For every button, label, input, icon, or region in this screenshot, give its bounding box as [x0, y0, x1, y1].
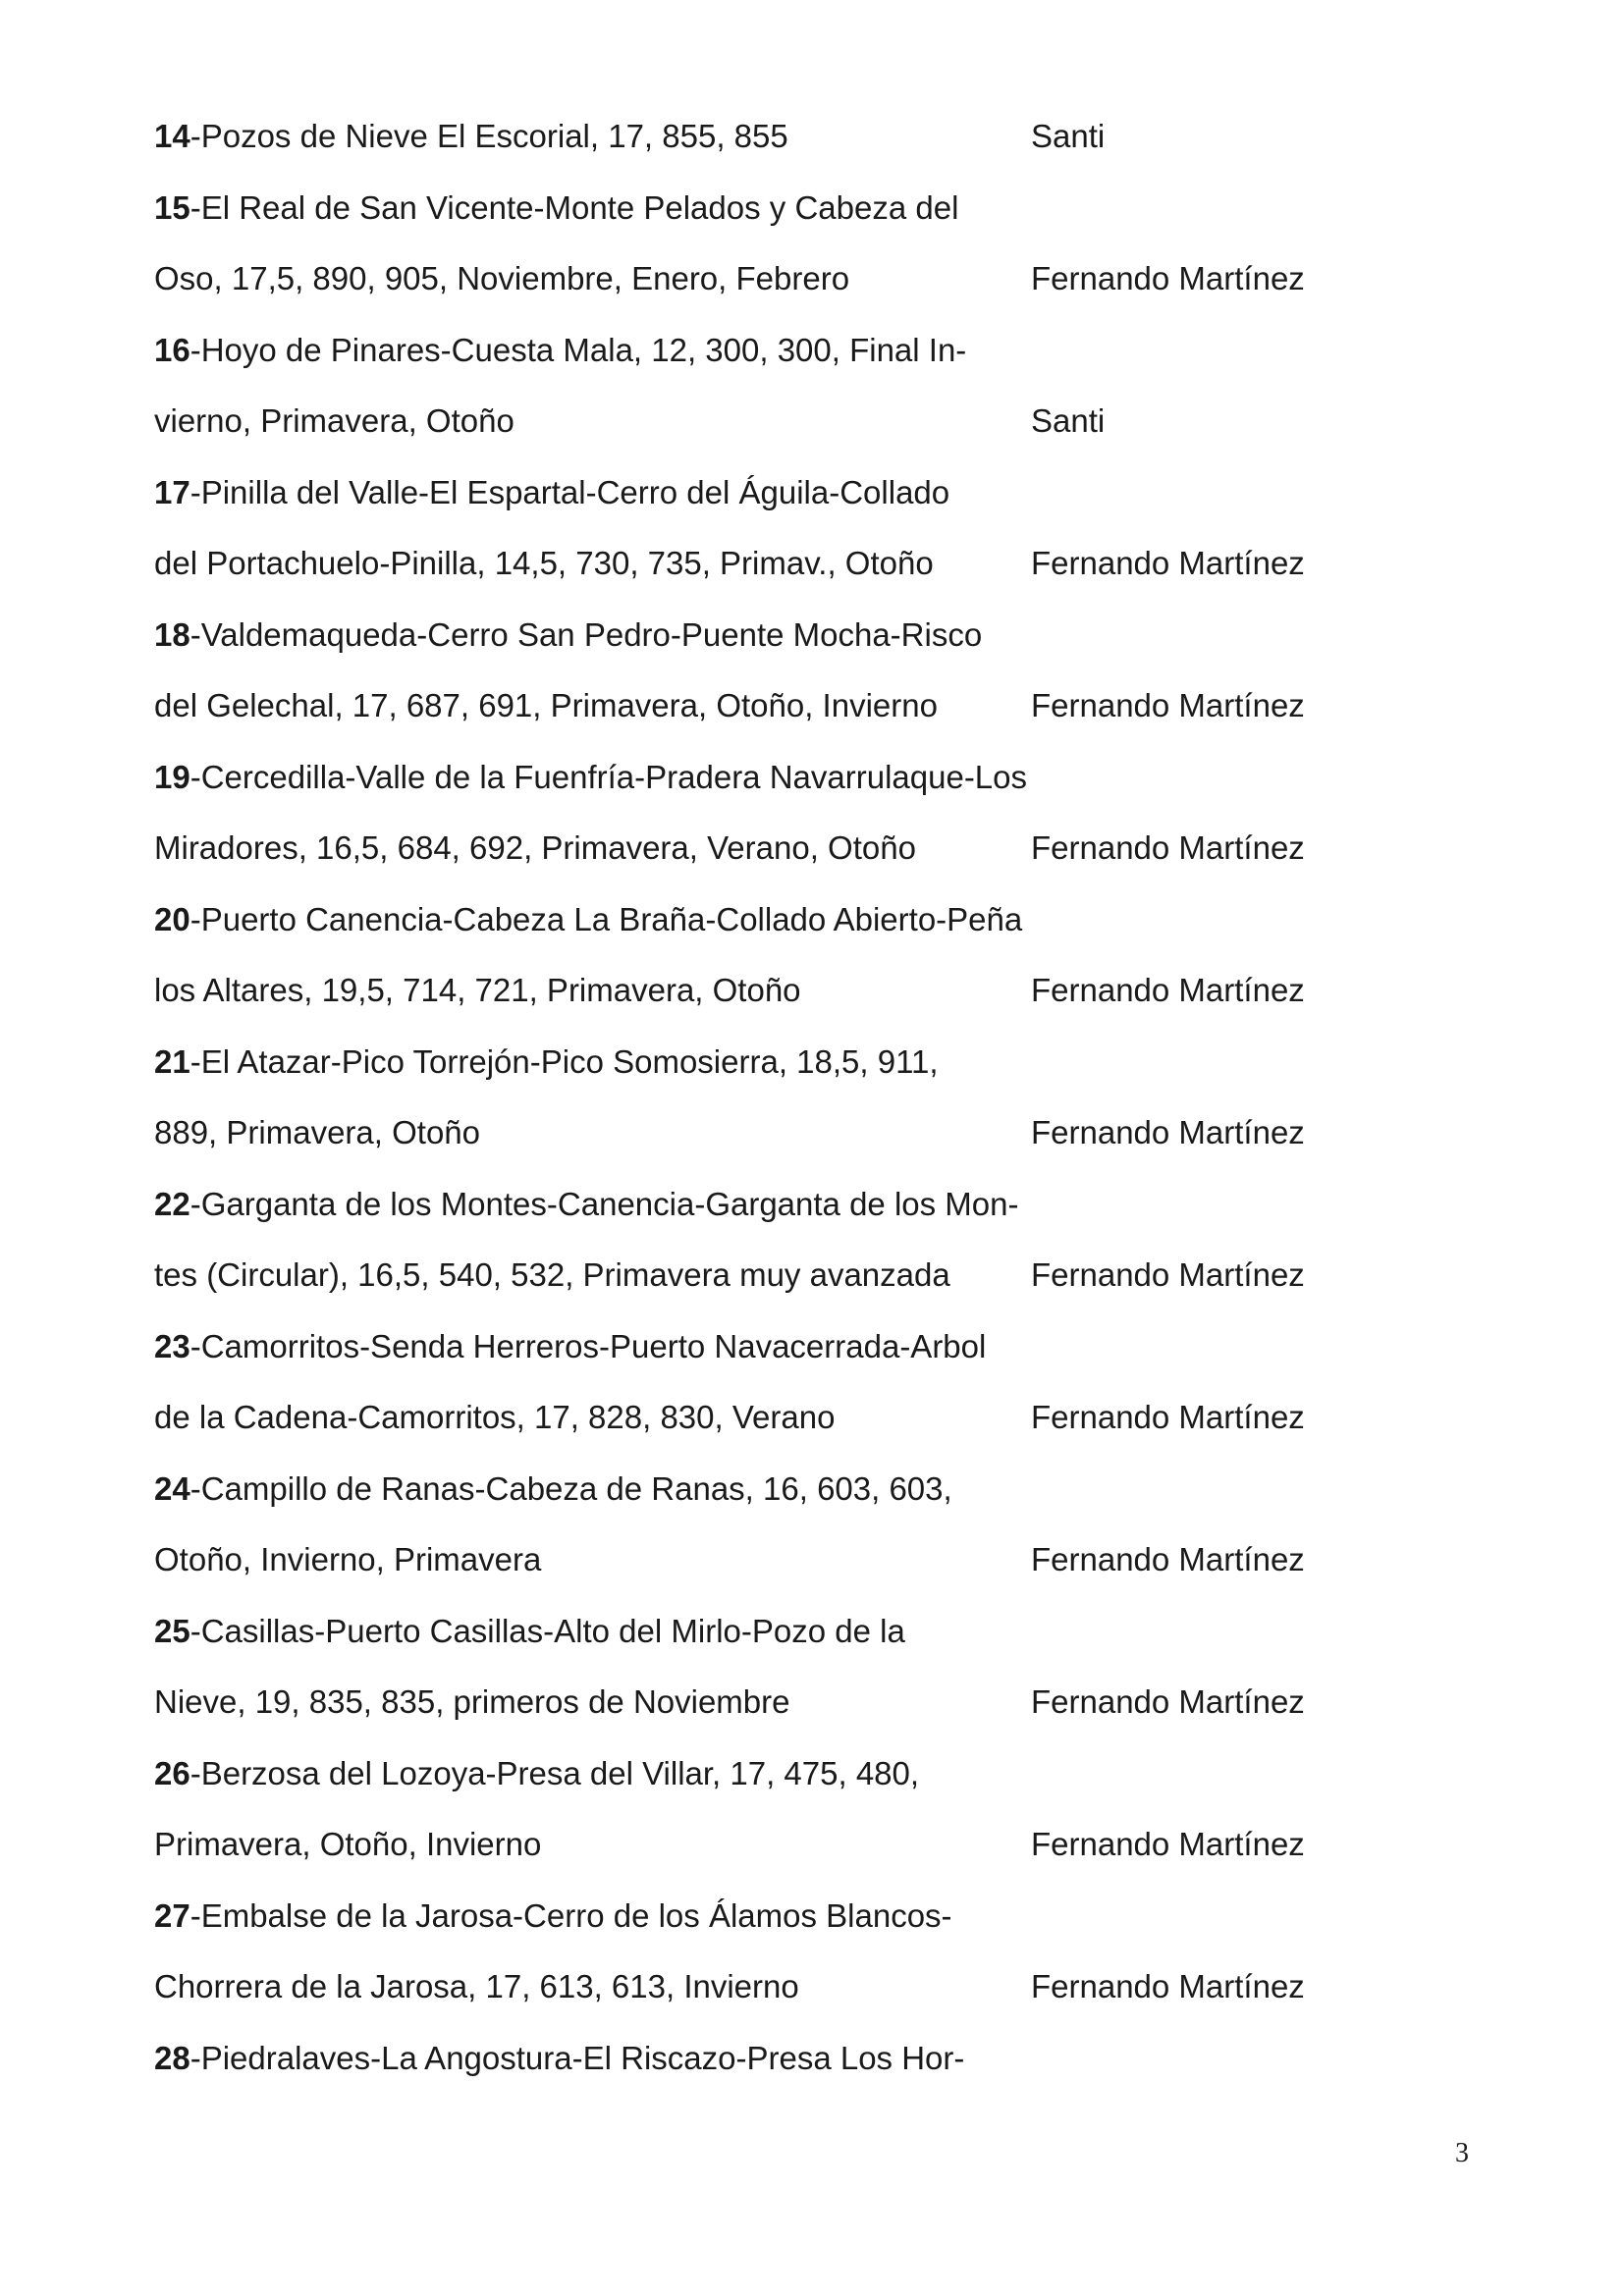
route-description: Oso, 17,5, 890, 905, Noviembre, Enero, Febrero [154, 260, 850, 296]
route-author: Fernando Martínez [1031, 260, 1305, 296]
route-line [154, 2033, 1332, 2105]
route-line [154, 894, 1332, 966]
route-line [154, 325, 1332, 397]
route-line [154, 183, 1332, 254]
route-description: tes (Circular), 16,5, 540, 532, Primavera muy avanzada [154, 1256, 950, 1293]
route-text [154, 1392, 835, 1443]
route-line [154, 1891, 1332, 1962]
route-number: 18 [154, 615, 190, 653]
route-text [154, 1179, 1019, 1230]
route-number: 28 [154, 2039, 190, 2076]
route-number: 17 [154, 473, 190, 510]
route-text [154, 823, 916, 874]
route-description: -El Atazar-Pico Torrejón-Pico Somosierra, 18,5, 911, [189, 1042, 939, 1080]
route-description: Miradores, 16,5, 684, 692, Primavera, Verano, Otoño [154, 829, 916, 866]
route-line [154, 396, 1332, 467]
route-text [154, 1891, 952, 1942]
route-text [154, 1677, 790, 1728]
route-description: -El Real de San Vicente-Monte Pelados y Cabeza del [189, 188, 959, 226]
route-description: del Gelechal, 17, 687, 691, Primavera, Otoño, Invierno [154, 687, 938, 723]
route-line [154, 1107, 1332, 1179]
route-description: -Pozos de Nieve El Escorial, 17, 855, 855 [189, 118, 788, 154]
page-number: 3 [1455, 2138, 1469, 2168]
route-description: 889, Primavera, Otoño [154, 1114, 480, 1150]
route-line [154, 1464, 1332, 1535]
route-text [154, 1748, 919, 1799]
route-author: Santi [1031, 118, 1106, 154]
route-line [154, 965, 1332, 1037]
route-line [154, 1606, 1332, 1678]
route-text [154, 1250, 950, 1301]
route-text [154, 965, 801, 1016]
route-text [154, 538, 934, 589]
route-number: 21 [154, 1042, 190, 1080]
route-number: 25 [154, 1612, 190, 1649]
route-line [154, 1534, 1332, 1606]
route-author: Fernando Martínez [1031, 1114, 1305, 1150]
route-number: 15 [154, 188, 190, 226]
route-line [154, 1179, 1332, 1251]
route-line [154, 111, 1332, 183]
route-description: de la Cadena-Camorritos, 17, 828, 830, Verano [154, 1399, 836, 1435]
route-number: 14 [154, 118, 190, 154]
route-line [154, 752, 1332, 824]
route-description: -Embalse de la Jarosa-Cerro de los Álamos Blancos- [189, 1896, 952, 1934]
route-number: 16 [154, 331, 190, 368]
route-line [154, 467, 1332, 539]
route-line [154, 610, 1332, 681]
route-text [154, 467, 949, 518]
route-line [154, 1819, 1332, 1891]
route-author: Fernando Martínez [1031, 687, 1305, 723]
route-text [154, 2033, 964, 2084]
route-text [154, 183, 958, 234]
route-description: -Pinilla del Valle-El Espartal-Cerro del Águila-Collado [189, 473, 950, 510]
route-description: Chorrera de la Jarosa, 17, 613, 613, Invierno [154, 1968, 799, 2004]
route-author: Fernando Martínez [1031, 1968, 1305, 2004]
route-description: -Hoyo de Pinares-Cuesta Mala, 12, 300, 300, Final In- [189, 331, 967, 368]
route-text [154, 1107, 480, 1158]
route-text [154, 1321, 986, 1372]
route-author: Fernando Martínez [1031, 545, 1305, 581]
route-line [154, 1392, 1332, 1464]
route-text [154, 1819, 541, 1870]
route-number: 27 [154, 1896, 190, 1934]
route-description: -Piedralaves-La Angostura-El Riscazo-Presa Los Hor- [189, 2039, 965, 2076]
route-description: Otoño, Invierno, Primavera [154, 1541, 542, 1577]
route-description: los Altares, 19,5, 714, 721, Primavera, Otoño [154, 972, 801, 1008]
route-text [154, 680, 938, 731]
route-text [154, 752, 1027, 803]
route-text [154, 1464, 952, 1515]
route-text [154, 111, 788, 162]
route-description: -Campillo de Ranas-Cabeza de Ranas, 16, 603, 603, [189, 1469, 952, 1507]
route-number: 24 [154, 1469, 190, 1507]
route-number: 22 [154, 1185, 190, 1222]
route-description: -Valdemaqueda-Cerro San Pedro-Puente Mocha-Risco [189, 615, 983, 653]
route-description: vierno, Primavera, Otoño [154, 402, 514, 439]
route-text [154, 396, 514, 447]
route-description: Primavera, Otoño, Invierno [154, 1826, 542, 1862]
route-line [154, 680, 1332, 752]
route-description: -Puerto Canencia-Cabeza La Braña-Collado Abierto-Peña [189, 900, 1023, 937]
route-text [154, 1534, 541, 1585]
route-line [154, 1321, 1332, 1393]
route-description: -Berzosa del Lozoya-Presa del Villar, 17, 475, 480, [189, 1754, 920, 1791]
route-line [154, 1250, 1332, 1321]
route-description: -Camorritos-Senda Herreros-Puerto Navacerrada-Arbol [189, 1327, 987, 1364]
route-number: 26 [154, 1754, 190, 1791]
route-number: 19 [154, 758, 190, 795]
route-number: 23 [154, 1327, 190, 1364]
route-text [154, 1961, 799, 2012]
route-line [154, 1037, 1332, 1108]
route-author: Santi [1031, 402, 1106, 439]
route-description: -Cercedilla-Valle de la Fuenfría-Pradera Navarrulaque-Los [189, 758, 1028, 795]
route-author: Fernando Martínez [1031, 1826, 1305, 1862]
route-text [154, 1037, 939, 1088]
route-author: Fernando Martínez [1031, 972, 1305, 1008]
route-line [154, 538, 1332, 610]
route-line [154, 823, 1332, 894]
route-author: Fernando Martínez [1031, 1399, 1305, 1435]
route-list [154, 111, 1332, 2104]
route-author: Fernando Martínez [1031, 1541, 1305, 1577]
route-line [154, 1677, 1332, 1748]
route-number: 20 [154, 900, 190, 937]
route-description: -Casillas-Puerto Casillas-Alto del Mirlo-Pozo de la [189, 1612, 905, 1649]
route-text [154, 1606, 905, 1657]
route-description: del Portachuelo-Pinilla, 14,5, 730, 735, Primav., Otoño [154, 545, 934, 581]
route-text [154, 325, 966, 376]
route-description: -Garganta de los Montes-Canencia-Garganta de los Mon- [189, 1185, 1019, 1222]
route-line [154, 253, 1332, 325]
route-description: Nieve, 19, 835, 835, primeros de Noviembre [154, 1683, 790, 1720]
route-text [154, 253, 849, 304]
route-line [154, 1961, 1332, 2033]
route-text [154, 894, 1022, 945]
route-text [154, 610, 982, 661]
route-author: Fernando Martínez [1031, 1683, 1305, 1720]
route-line [154, 1748, 1332, 1820]
route-author: Fernando Martínez [1031, 829, 1305, 866]
route-author: Fernando Martínez [1031, 1256, 1305, 1293]
